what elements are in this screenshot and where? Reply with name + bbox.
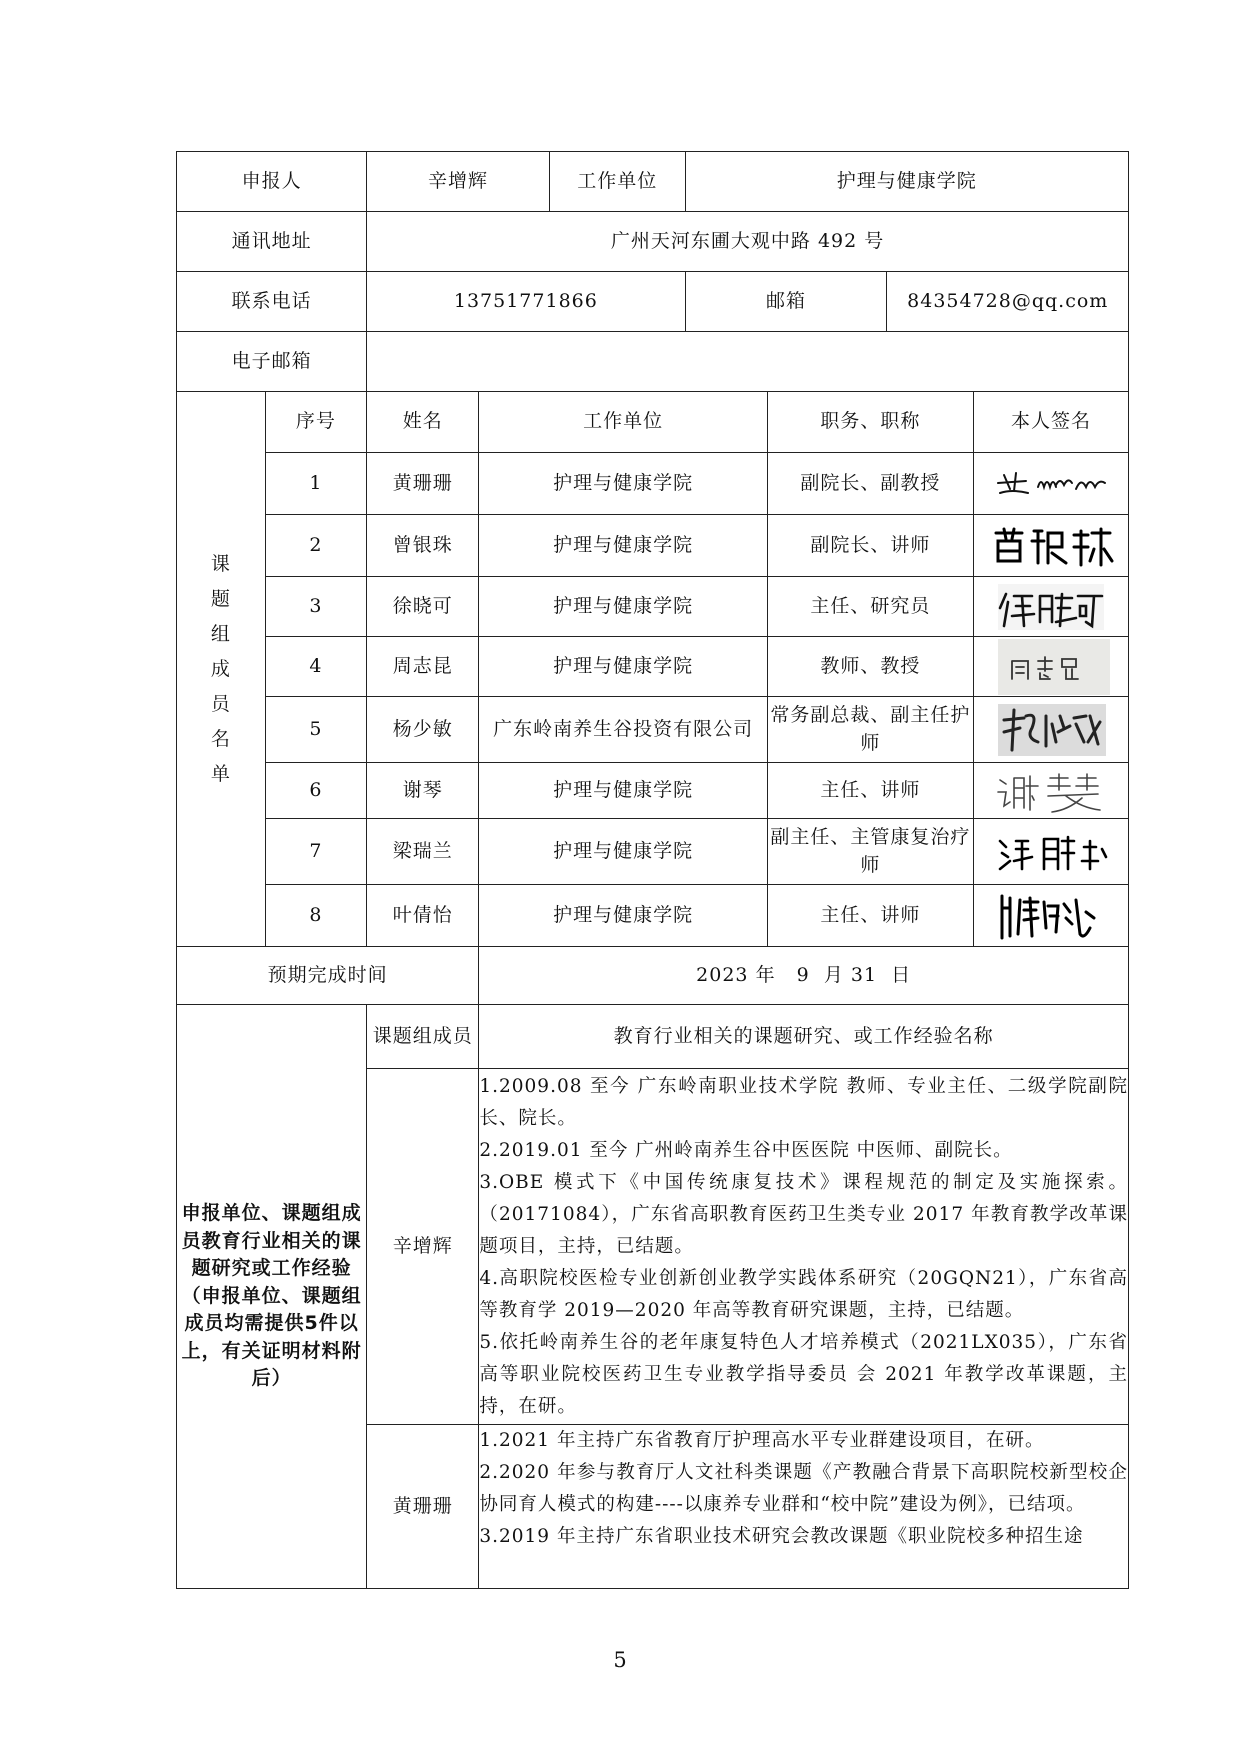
member-title: 主任、讲师	[767, 763, 973, 819]
member-name: 曾银珠	[367, 515, 479, 577]
applicant-name: 辛增辉	[367, 152, 550, 212]
member-name: 杨少敏	[367, 697, 479, 763]
member-unit: 护理与健康学院	[479, 885, 767, 947]
member-title: 副主任、主管康复治疗师	[767, 819, 973, 885]
application-form-table	[176, 151, 1129, 1589]
member-row	[177, 819, 1129, 885]
work-unit-value: 护理与健康学院	[685, 152, 1128, 212]
completion-label: 预期完成时间	[177, 947, 479, 1005]
member-name: 叶倩怡	[367, 885, 479, 947]
page-number: 5	[613, 1648, 627, 1672]
members-section-label	[177, 392, 266, 947]
member-no: 1	[265, 453, 367, 515]
col-header-no: 序号	[265, 392, 367, 453]
signature-image	[986, 521, 1116, 571]
member-row	[177, 697, 1129, 763]
member-unit: 护理与健康学院	[479, 577, 767, 637]
phone-row	[177, 272, 1129, 332]
signature-image	[986, 459, 1116, 509]
experience-header-row	[177, 1005, 1129, 1069]
applicant-row	[177, 152, 1129, 212]
experience-item: 4.高职院校医检专业创新创业教学实践体系研究（20GQN21），广东省高等教育学 2019—2020 年高等教育研究课题，主持，已结题。	[479, 1267, 1128, 1321]
signature-image	[986, 766, 1116, 816]
applicant-label: 申报人	[177, 152, 367, 212]
member-signature-cell	[974, 697, 1129, 763]
completion-value: 2023 年 9 月 31 日	[479, 947, 1129, 1005]
member-row	[177, 515, 1129, 577]
experience-member-col-label: 课题组成员	[367, 1005, 479, 1069]
member-row	[177, 637, 1129, 697]
experience-items	[479, 1069, 1129, 1425]
experience-item: 2.2019.01 至今 广州岭南养生谷中医医院 中医师、副院长。	[479, 1139, 1013, 1161]
phone-value: 13751771866	[367, 272, 685, 332]
work-unit-label: 工作单位	[549, 152, 685, 212]
member-no: 3	[265, 577, 367, 637]
member-signature-cell	[974, 763, 1129, 819]
signature-image	[986, 827, 1116, 877]
experience-content-col-label: 教育行业相关的课题研究、或工作经验名称	[479, 1005, 1129, 1069]
member-title: 主任、讲师	[767, 885, 973, 947]
member-name: 周志昆	[367, 637, 479, 697]
member-name: 谢琴	[367, 763, 479, 819]
experience-item: 2.2020 年参与教育厅人文社科类课题《产教融合背景下高职院校新型校企协同育人模式的构建----以康养专业群和“校中院”建设为例》，已结项。	[479, 1462, 1128, 1515]
member-signature-cell	[974, 515, 1129, 577]
member-no: 6	[265, 763, 367, 819]
member-row	[177, 453, 1129, 515]
member-name: 梁瑞兰	[367, 819, 479, 885]
members-header-row	[177, 392, 1129, 453]
email-label: 电子邮箱	[177, 332, 367, 392]
member-row	[177, 763, 1129, 819]
address-value: 广州天河东圃大观中路 492 号	[367, 212, 1129, 272]
member-unit: 护理与健康学院	[479, 763, 767, 819]
member-unit: 广东岭南养生谷投资有限公司	[479, 697, 767, 763]
member-unit: 护理与健康学院	[479, 515, 767, 577]
member-no: 5	[265, 697, 367, 763]
member-signature-cell	[974, 453, 1129, 515]
member-title: 常务副总裁、副主任护师	[767, 697, 973, 763]
member-signature-cell	[974, 819, 1129, 885]
member-unit: 护理与健康学院	[479, 819, 767, 885]
col-header-unit: 工作单位	[479, 392, 767, 453]
signature-image	[986, 639, 1116, 695]
member-unit: 护理与健康学院	[479, 453, 767, 515]
email-row	[177, 332, 1129, 392]
member-row	[177, 577, 1129, 637]
address-row	[177, 212, 1129, 272]
mailbox-value: 84354728@qq.com	[887, 272, 1129, 332]
experience-member-name: 辛增辉	[367, 1069, 479, 1425]
member-name: 徐晓可	[367, 577, 479, 637]
signature-image	[986, 702, 1116, 758]
completion-row	[177, 947, 1129, 1005]
member-no: 8	[265, 885, 367, 947]
experience-item: 3.2019 年主持广东省职业技术研究会教改课题《职业院校多种招生途	[479, 1526, 1084, 1547]
member-title: 副院长、讲师	[767, 515, 973, 577]
member-no: 4	[265, 637, 367, 697]
experience-items	[479, 1425, 1129, 1589]
signature-image	[986, 582, 1116, 632]
col-header-name: 姓名	[367, 392, 479, 453]
member-signature-cell	[974, 637, 1129, 697]
members-section-text: 课题组成员名单	[210, 552, 231, 785]
mailbox-label: 邮箱	[685, 272, 887, 332]
experience-item: 1.2021 年主持广东省教育厅护理高水平专业群建设项目，在研。	[479, 1430, 1045, 1451]
col-header-title: 职务、职称	[767, 392, 973, 453]
member-title: 副院长、副教授	[767, 453, 973, 515]
experience-item: 1.2009.08 至今 广东岭南职业技术学院 教师、专业主任、二级学院副院长、院长。	[479, 1075, 1128, 1129]
phone-label: 联系电话	[177, 272, 367, 332]
experience-item: 3.OBE 模式下《中国传统康复技术》课程规范的制定及实施探索。（20171084），广东省高职教育医药卫生类专业 2017 年教育教学改革课题项目，主持，已结题。	[479, 1171, 1128, 1257]
email-value	[367, 332, 1129, 392]
member-row	[177, 885, 1129, 947]
experience-member-name: 黄珊珊	[367, 1425, 479, 1589]
col-header-signature: 本人签名	[974, 392, 1129, 453]
member-title: 教师、教授	[767, 637, 973, 697]
signature-image	[986, 888, 1116, 944]
member-no: 7	[265, 819, 367, 885]
member-no: 2	[265, 515, 367, 577]
experience-side-label: 申报单位、课题组成员教育行业相关的课题研究或工作经验（申报单位、课题组成员均需提供5件以上，有关证明材料附后）	[177, 1005, 367, 1589]
member-unit: 护理与健康学院	[479, 637, 767, 697]
experience-item: 5.依托岭南养生谷的老年康复特色人才培养模式（2021LX035），广东省高等职业院校医药卫生专业教学指导委员 会 2021 年教学改革课题，主持，在研。	[479, 1331, 1128, 1417]
address-label: 通讯地址	[177, 212, 367, 272]
member-signature-cell	[974, 577, 1129, 637]
member-title: 主任、研究员	[767, 577, 973, 637]
member-signature-cell	[974, 885, 1129, 947]
member-name: 黄珊珊	[367, 453, 479, 515]
